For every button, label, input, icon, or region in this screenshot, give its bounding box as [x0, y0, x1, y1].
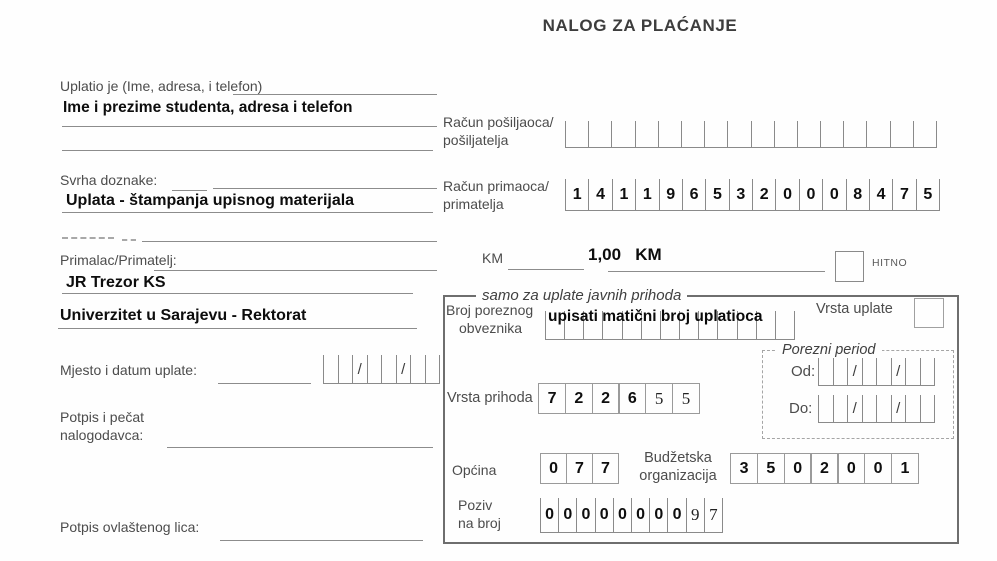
digit-cell[interactable]: 0 — [540, 453, 567, 484]
recipient-account-label — [443, 177, 549, 213]
payer-label: Uplatio je (Ime, adresa, i telefon) — [60, 78, 263, 94]
tax-period-to-label: Do: — [789, 400, 813, 417]
recipient-account-cells[interactable] — [565, 179, 940, 211]
recipient-account-label-line2: primatelja — [443, 196, 504, 212]
digit-cell[interactable] — [818, 358, 833, 385]
digit-cell[interactable]: 4 — [588, 179, 611, 210]
digit-cell[interactable] — [410, 355, 425, 383]
place-date-label: Mjesto i datum uplate: — [60, 362, 197, 378]
digit-cell[interactable]: 2 — [810, 453, 838, 484]
revenue-type-cells[interactable] — [538, 383, 700, 414]
digit-cell[interactable]: 8 — [846, 179, 869, 210]
digit-cell[interactable] — [833, 395, 848, 422]
digit-cell[interactable]: 0 — [631, 498, 649, 532]
tax-id-note: upisati matični broj uplatioca — [548, 308, 763, 325]
digit-cell[interactable]: 0 — [784, 453, 812, 484]
amount-value: 1,00 KM — [588, 245, 662, 264]
digit-cell[interactable]: 9 — [659, 179, 682, 210]
purpose-line-short — [172, 190, 207, 191]
digit-cell[interactable]: 0 — [775, 179, 798, 210]
payment-type-box[interactable] — [914, 298, 944, 328]
tax-id-label-line2: obveznika — [459, 320, 523, 336]
erased-text-mark — [62, 237, 114, 239]
place-line — [218, 383, 311, 384]
digit-cell[interactable]: 2 — [752, 179, 775, 210]
erased-text-mark-2 — [122, 239, 136, 241]
digit-cell[interactable] — [704, 121, 727, 147]
reference-label-line2: na broj — [458, 515, 501, 531]
digit-cell[interactable] — [681, 121, 704, 147]
authorized-signature-line[interactable] — [220, 540, 423, 541]
revenue-type-label: Vrsta prihoda — [447, 390, 533, 406]
digit-cell[interactable]: 5 — [672, 383, 700, 414]
amount-line-short — [508, 269, 584, 270]
purpose-line — [213, 188, 437, 189]
recipient-account-label-line1: Račun primaoca/ — [443, 178, 549, 194]
digit-cell[interactable] — [338, 355, 353, 383]
digit-cell[interactable]: 0 — [864, 453, 892, 484]
digit-cell[interactable] — [367, 355, 382, 383]
authorized-signature-label: Potpis ovlaštenog lica: — [60, 519, 200, 535]
digit-cell[interactable] — [775, 311, 795, 339]
recipient-value-1: JR Trezor KS — [66, 274, 166, 291]
digit-cell[interactable]: 0 — [595, 498, 613, 532]
digit-cell[interactable]: 3 — [730, 453, 758, 484]
digit-cell[interactable]: / — [847, 358, 862, 385]
payer-line-3 — [62, 150, 433, 151]
budget-org-label — [628, 449, 728, 485]
tax-period-to-cells[interactable] — [818, 395, 935, 423]
recipient-value-2: Univerzitet u Sarajevu - Rektorat — [60, 307, 307, 324]
digit-cell[interactable]: / — [352, 355, 367, 383]
digit-cell[interactable] — [658, 121, 681, 147]
payer-line — [233, 94, 437, 95]
municipality-cells[interactable] — [540, 453, 619, 484]
digit-cell[interactable]: 1 — [891, 453, 919, 484]
recipient-label: Primalac/Primatelj: — [60, 252, 177, 268]
digit-cell[interactable] — [833, 358, 848, 385]
digit-cell[interactable]: 5 — [705, 179, 728, 210]
digit-cell[interactable]: 7 — [892, 179, 915, 210]
purpose-value: Uplata - štampanja upisnog materijala — [66, 192, 355, 209]
digit-cell[interactable] — [876, 395, 891, 422]
digit-cell[interactable] — [588, 121, 611, 147]
digit-cell[interactable]: 0 — [837, 453, 865, 484]
digit-cell[interactable]: / — [847, 395, 862, 422]
reference-label — [458, 496, 501, 532]
digit-cell[interactable] — [905, 395, 920, 422]
tax-period-from-label: Od: — [791, 363, 816, 380]
digit-cell[interactable] — [611, 121, 634, 147]
digit-cell[interactable]: 7 — [704, 498, 723, 532]
digit-cell[interactable] — [913, 121, 937, 147]
digit-cell[interactable]: 0 — [540, 498, 558, 532]
digit-cell[interactable] — [425, 355, 441, 383]
public-revenue-legend: samo za uplate javnih prihoda — [476, 287, 687, 304]
digit-cell[interactable]: 0 — [558, 498, 576, 532]
digit-cell[interactable] — [862, 358, 877, 385]
digit-cell[interactable]: 5 — [757, 453, 785, 484]
digit-cell[interactable]: 7 — [566, 453, 593, 484]
digit-cell[interactable] — [381, 355, 396, 383]
digit-cell[interactable]: 1 — [565, 179, 588, 210]
sender-account-label-line2: pošiljatelja — [443, 132, 509, 148]
erased-row-line — [142, 241, 437, 242]
digit-cell[interactable] — [635, 121, 658, 147]
payer-value: Ime i prezime studenta, adresa i telefon — [63, 99, 353, 116]
digit-cell[interactable]: 7 — [592, 453, 619, 484]
urgent-label: HITNO — [872, 257, 908, 269]
digit-cell[interactable]: 0 — [667, 498, 685, 532]
reference-cells[interactable] — [540, 498, 723, 533]
urgent-checkbox[interactable] — [835, 251, 864, 282]
digit-cell[interactable]: 6 — [682, 179, 705, 210]
digit-cell[interactable]: 0 — [822, 179, 845, 210]
digit-cell[interactable]: 2 — [565, 383, 593, 414]
digit-cell[interactable]: 2 — [592, 383, 620, 414]
recipient-line — [154, 270, 437, 271]
purpose-label: Svrha doznake: — [60, 172, 158, 188]
digit-cell[interactable] — [818, 395, 833, 422]
payer-line-2 — [62, 126, 437, 127]
tax-id-label — [446, 301, 533, 337]
digit-cell[interactable] — [820, 121, 843, 147]
digit-cell[interactable] — [843, 121, 866, 147]
amount-line — [608, 271, 825, 272]
sender-account-label-line1: Račun pošiljaoca/ — [443, 114, 554, 130]
payer-signature-label — [60, 408, 144, 444]
digit-cell[interactable] — [920, 395, 936, 422]
tax-id-label-line1: Broj poreznog — [446, 302, 534, 318]
digit-cell[interactable]: 1 — [612, 179, 635, 210]
tax-period-from-cells[interactable] — [818, 358, 935, 386]
digit-cell[interactable] — [876, 358, 891, 385]
digit-cell[interactable] — [862, 395, 877, 422]
digit-cell[interactable] — [774, 121, 797, 147]
budget-org-label-line1: Budžetska — [644, 450, 712, 466]
digit-cell[interactable]: / — [891, 395, 906, 422]
digit-cell[interactable]: 0 — [613, 498, 631, 532]
form-title: NALOG ZA PLAĆANJE — [542, 16, 738, 35]
digit-cell[interactable]: 6 — [618, 383, 646, 414]
sender-account-label — [443, 113, 554, 149]
digit-cell[interactable]: 5 — [645, 383, 673, 414]
budget-org-label-line2: organizacija — [639, 468, 717, 484]
recipient-underline-1 — [62, 293, 413, 294]
payment-type-label: Vrsta uplate — [816, 301, 893, 317]
digit-cell[interactable] — [797, 121, 820, 147]
digit-cell[interactable] — [565, 121, 588, 147]
digit-cell[interactable]: / — [396, 355, 411, 383]
digit-cell[interactable] — [890, 121, 913, 147]
tax-period-legend: Porezni period — [776, 342, 882, 358]
purpose-underline — [62, 212, 433, 213]
date-cells[interactable] — [323, 355, 440, 384]
payer-signature-label-line2: nalogodavca: — [60, 427, 144, 443]
amount-label: KM — [482, 250, 503, 266]
sender-account-cells[interactable] — [565, 121, 937, 148]
reference-label-line1: Poziv — [458, 497, 493, 513]
digit-cell[interactable]: 0 — [576, 498, 594, 532]
digit-cell[interactable] — [866, 121, 889, 147]
digit-cell[interactable]: 5 — [916, 179, 940, 210]
digit-cell[interactable]: 1 — [635, 179, 658, 210]
digit-cell[interactable]: 0 — [799, 179, 822, 210]
digit-cell[interactable]: 7 — [538, 383, 566, 414]
digit-cell[interactable]: 4 — [869, 179, 892, 210]
digit-cell[interactable] — [727, 121, 750, 147]
digit-cell[interactable] — [920, 358, 936, 385]
payer-signature-line[interactable] — [167, 447, 433, 448]
municipality-label: Općina — [452, 462, 497, 478]
budget-org-cells[interactable] — [730, 453, 919, 484]
digit-cell[interactable] — [905, 358, 920, 385]
payer-signature-label-line1: Potpis i pečat — [60, 409, 145, 425]
digit-cell[interactable] — [751, 121, 774, 147]
digit-cell[interactable]: 3 — [729, 179, 752, 210]
digit-cell[interactable]: 9 — [686, 498, 704, 532]
digit-cell[interactable] — [323, 355, 338, 383]
digit-cell[interactable]: / — [891, 358, 906, 385]
recipient-underline-2 — [58, 328, 417, 329]
digit-cell[interactable]: 0 — [649, 498, 667, 532]
